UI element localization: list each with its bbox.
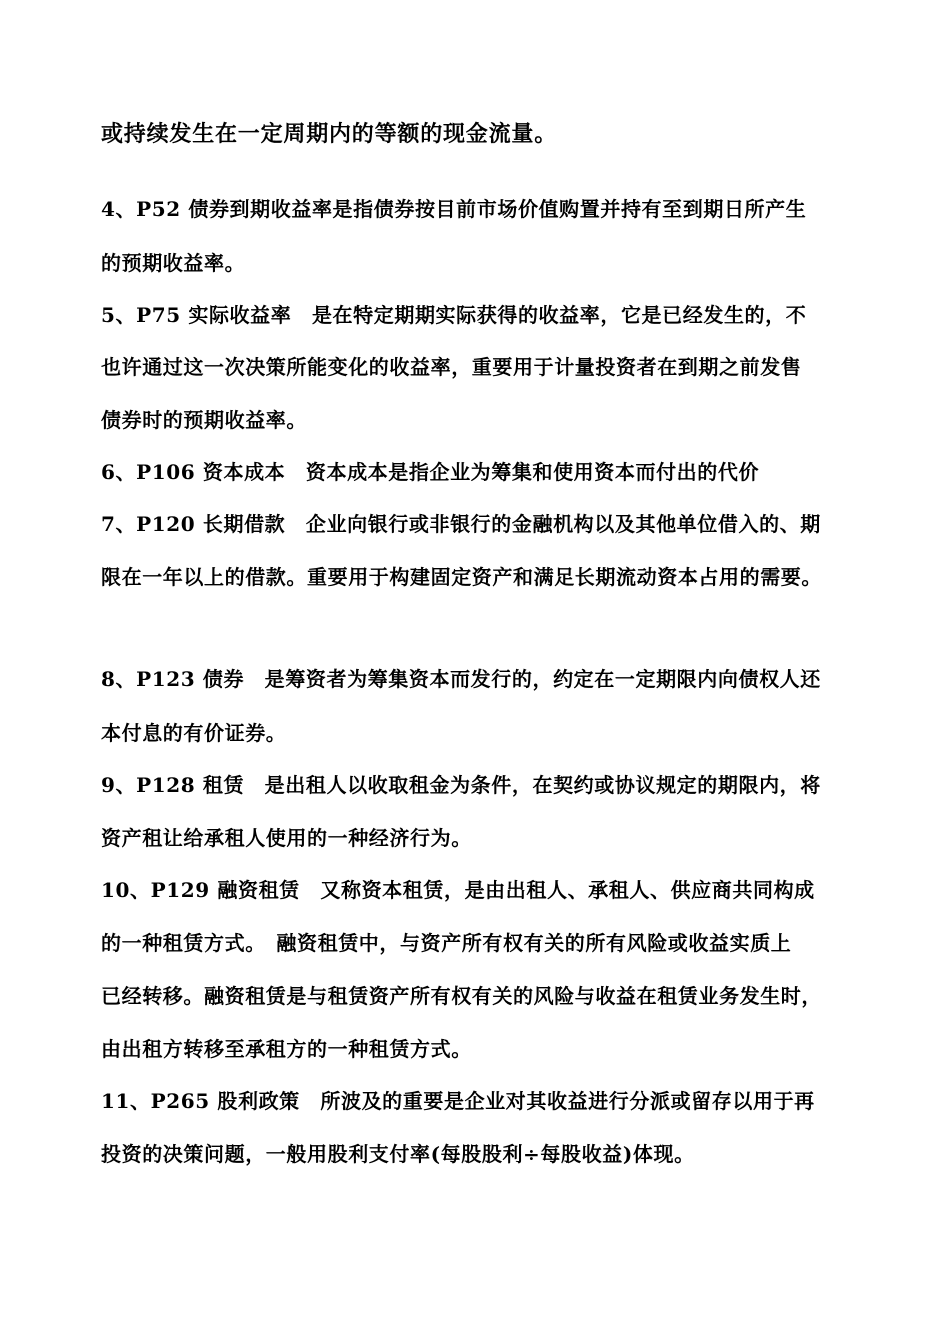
text-line-item-7-cont: 限在一年以上的借款。重要用于构建固定资产和满足长期流动资本占用的需要。 (101, 565, 822, 589)
text-line-item-8: 8、P123 债券 是筹资者为筹集资本而发行的，约定在一定期限内向债权人还 (101, 667, 821, 691)
text-line-item-5: 5、P75 实际收益率 是在特定期期实际获得的收益率，它是已经发生的，不 (101, 303, 807, 327)
text-line-item-7: 7、P120 长期借款 企业向银行或非银行的金融机构以及其他单位借入的、期 (101, 512, 821, 536)
text-line-item-5-cont-1: 也许通过这一次决策所能变化的收益率，重要用于计量投资者在到期之前发售 (101, 355, 802, 379)
text-line-item-11: 11、P265 股利政策 所波及的重要是企业对其收益进行分派或留存以用于再 (101, 1089, 815, 1113)
text-line-item-9-cont: 资产租让给承租人使用的一种经济行为。 (101, 826, 472, 850)
text-line-item-4: 4、P52 债券到期收益率是指债券按目前市场价值购置并持有至到期日所产生 (101, 197, 807, 221)
text-line-item-4-cont: 的预期收益率。 (101, 251, 246, 275)
text-line-item-10: 10、P129 融资租赁 又称资本租赁，是由出租人、承租人、供应商共同构成 (101, 878, 815, 902)
text-line-continuation: 或持续发生在一定周期内的等额的现金流量。 (101, 121, 558, 147)
text-line-item-10-cont-1: 的一种租赁方式。 融资租赁中，与资产所有权有关的所有风险或收益实质上 (101, 931, 792, 955)
text-line-item-11-cont: 投资的决策问题，一般用股利支付率(每股股利÷每股收益)体现。 (101, 1142, 695, 1166)
text-line-item-10-cont-3: 由出租方转移至承租方的一种租赁方式。 (101, 1037, 472, 1061)
text-line-item-5-cont-2: 债券时的预期收益率。 (101, 408, 307, 432)
text-line-item-9: 9、P128 租赁 是出租人以收取租金为条件，在契约或协议规定的期限内，将 (101, 773, 821, 797)
text-line-item-10-cont-2: 已经转移。融资租赁是与租赁资产所有权有关的风险与收益在租赁业务发生时， (101, 984, 822, 1008)
text-line-item-8-cont: 本付息的有价证券。 (101, 721, 287, 745)
text-line-item-6: 6、P106 资本成本 资本成本是指企业为筹集和使用资本而付出的代价 (101, 460, 760, 484)
